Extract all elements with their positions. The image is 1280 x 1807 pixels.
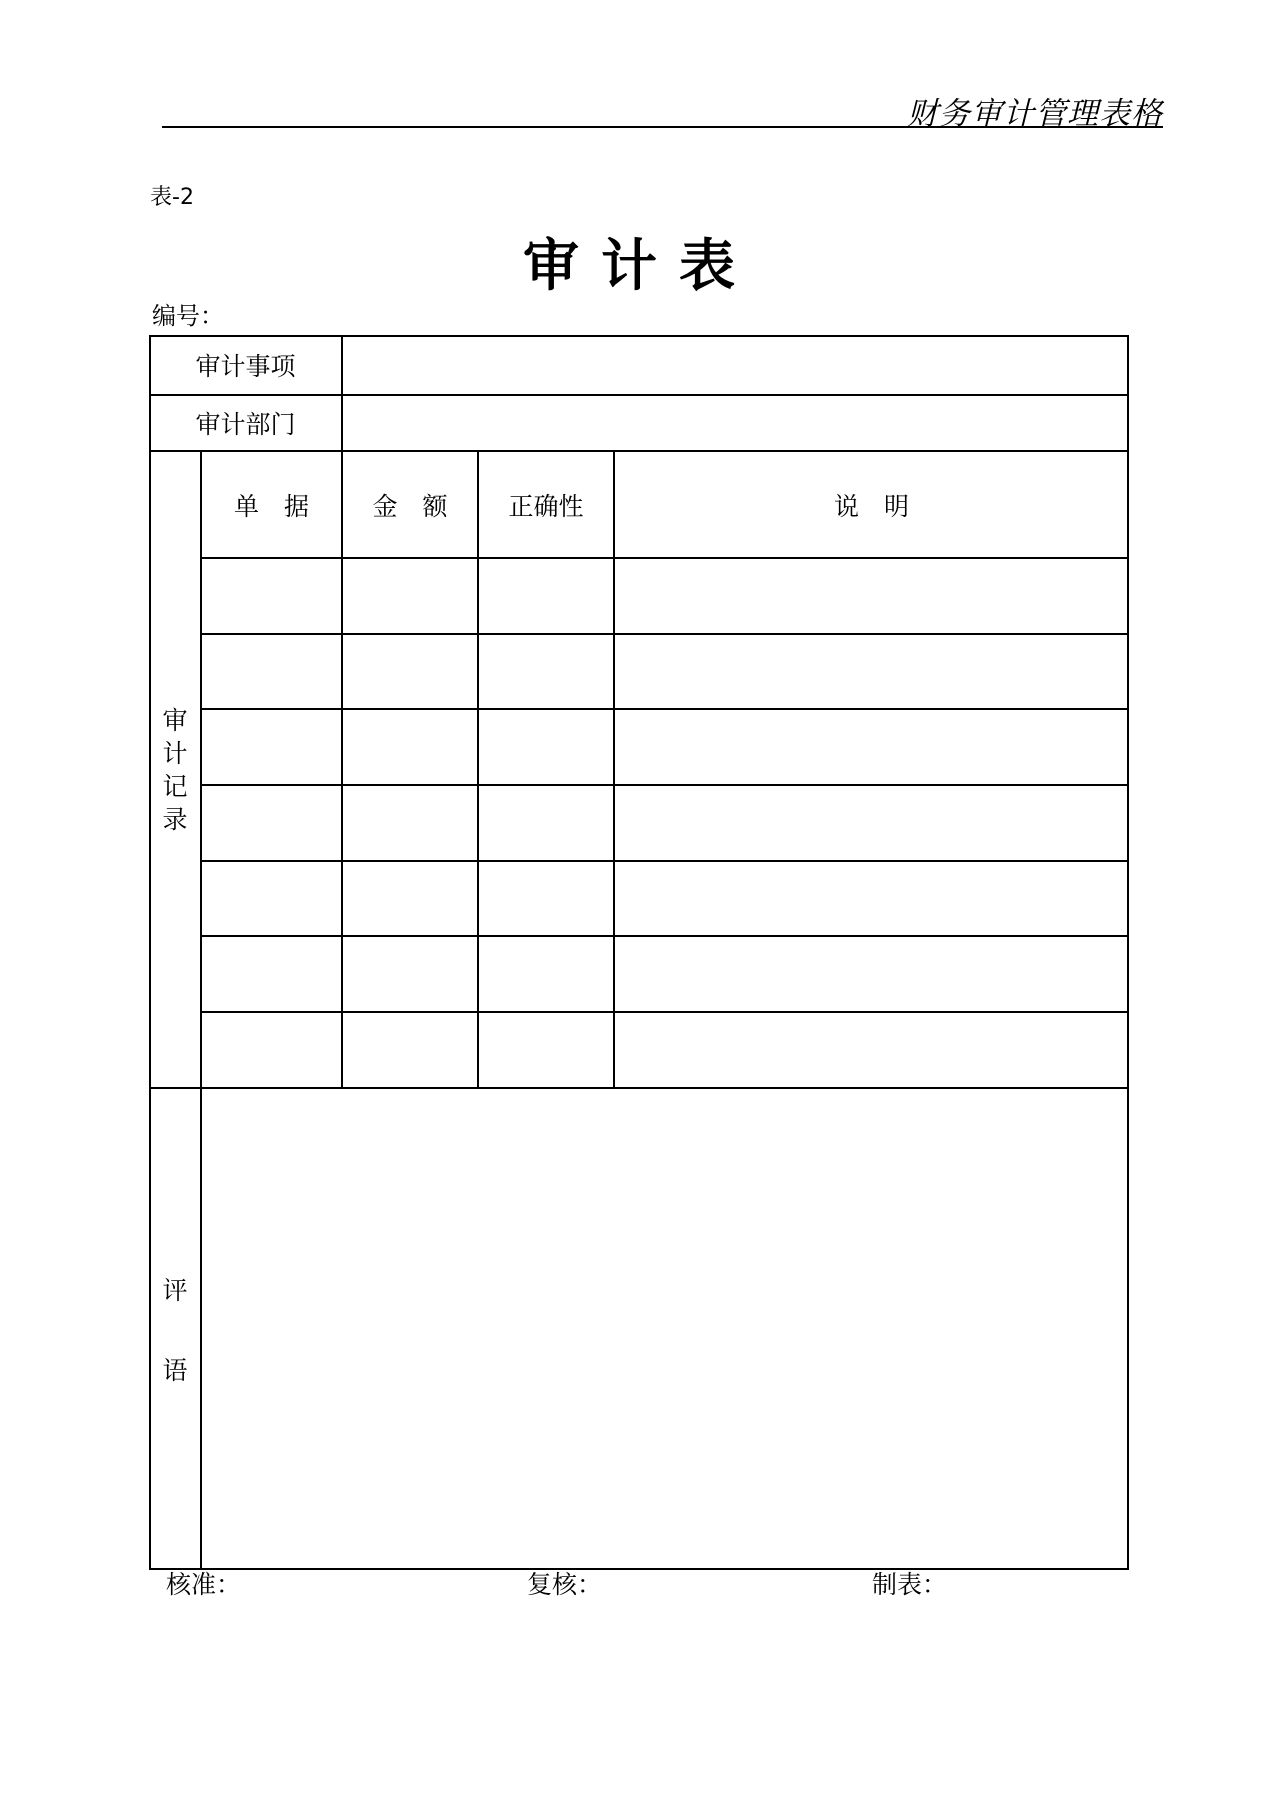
header-rule bbox=[162, 126, 1163, 128]
audit-dept-field[interactable] bbox=[342, 395, 1129, 451]
header-title: 财务审计管理表格 bbox=[907, 96, 1163, 132]
record-cell-correctness[interactable] bbox=[478, 785, 614, 861]
record-cell-correctness[interactable] bbox=[478, 1012, 614, 1088]
comment-label-char-1: 评 bbox=[162, 1276, 188, 1305]
record-cell-description[interactable] bbox=[614, 634, 1129, 709]
record-cell-correctness[interactable] bbox=[478, 558, 614, 634]
record-cell-document[interactable] bbox=[201, 1012, 342, 1088]
record-cell-correctness[interactable] bbox=[478, 634, 614, 709]
audit-dept-label: 审计部门 bbox=[195, 410, 296, 439]
record-cell-document[interactable] bbox=[201, 634, 342, 709]
record-cell-amount[interactable] bbox=[342, 861, 478, 936]
prepared-label: 制表： bbox=[872, 1570, 948, 1599]
column-header-correctness: 正确性 bbox=[508, 491, 584, 521]
record-cell-correctness[interactable] bbox=[478, 936, 614, 1012]
record-cell-amount[interactable] bbox=[342, 634, 478, 709]
record-cell-correctness[interactable] bbox=[478, 709, 614, 785]
audit-item-label: 审计事项 bbox=[195, 352, 296, 381]
record-cell-document[interactable] bbox=[201, 558, 342, 634]
record-cell-description[interactable] bbox=[614, 936, 1129, 1012]
record-cell-description[interactable] bbox=[614, 785, 1129, 861]
comment-label bbox=[149, 1088, 201, 1570]
column-header-document: 单 据 bbox=[233, 491, 309, 521]
record-cell-description[interactable] bbox=[614, 1012, 1129, 1088]
approve-label: 核准： bbox=[166, 1570, 242, 1599]
audit-table bbox=[149, 335, 1129, 1570]
form-code: 表-2 bbox=[150, 185, 194, 210]
record-cell-description[interactable] bbox=[614, 861, 1129, 936]
record-cell-document[interactable] bbox=[201, 709, 342, 785]
record-cell-document[interactable] bbox=[201, 861, 342, 936]
record-cell-document[interactable] bbox=[201, 936, 342, 1012]
serial-number-label: 编号： bbox=[152, 302, 224, 330]
record-cell-amount[interactable] bbox=[342, 785, 478, 861]
column-header-amount: 金 额 bbox=[372, 491, 448, 521]
record-cell-amount[interactable] bbox=[342, 936, 478, 1012]
record-cell-document[interactable] bbox=[201, 785, 342, 861]
record-cell-description[interactable] bbox=[614, 709, 1129, 785]
record-cell-correctness[interactable] bbox=[478, 861, 614, 936]
page-title: 审计表 bbox=[523, 234, 757, 299]
record-cell-amount[interactable] bbox=[342, 558, 478, 634]
comment-label-char-2: 语 bbox=[162, 1356, 188, 1385]
column-header-description: 说 明 bbox=[833, 491, 909, 521]
record-cell-amount[interactable] bbox=[342, 709, 478, 785]
record-cell-amount[interactable] bbox=[342, 1012, 478, 1088]
audit-item-field[interactable] bbox=[342, 335, 1129, 395]
audit-records-label: 审 计 记 录 bbox=[162, 705, 188, 834]
record-cell-description[interactable] bbox=[614, 558, 1129, 634]
comment-field[interactable] bbox=[201, 1088, 1129, 1570]
review-label: 复核： bbox=[527, 1570, 603, 1599]
